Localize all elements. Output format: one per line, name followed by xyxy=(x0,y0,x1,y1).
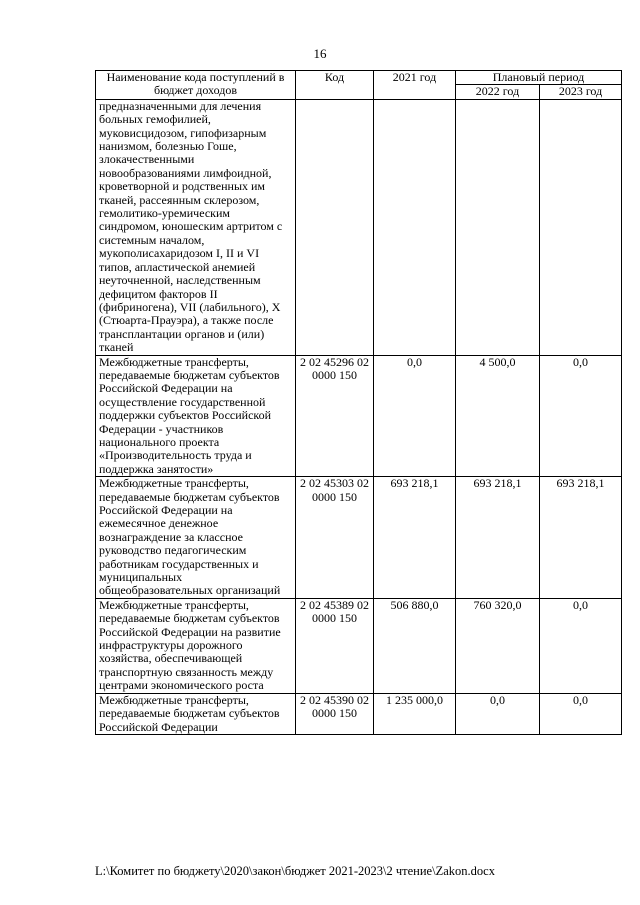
header-2023: 2023 год xyxy=(540,85,622,99)
row-2022: 693 218,1 xyxy=(456,477,540,599)
row-name: Межбюджетные трансферты, передаваемые бюджетам субъектов Российской Федерации на осуществление государственной поддержки субъектов Российской Федерации - участников национального проекта «Производительность труда и поддержка занятости» xyxy=(96,355,296,477)
row-2021: 693 218,1 xyxy=(374,477,456,599)
row-code: 2 02 45296 02 0000 150 xyxy=(296,355,374,477)
row-2022: 760 320,0 xyxy=(456,598,540,693)
row-2023: 0,0 xyxy=(540,355,622,477)
row-name: предназначенными для лечения больных гемофилией, муковисцидозом, гипофизарным нанизмом, болезнью Гоше, злокачественными новообразованиями лимфоидной, кроветворной и родственных им тканей, рассеянным склерозом, гемолитико-уремическим синдромом, юношеским артритом с системным началом, мукополисахаридозом I, II и VI типов, апластической анемией неуточненной, наследственным дефицитом факторов II (фибриногена), VII (лабильного), X (Стюарта-Прауэра), а также после трансплантации органов и (или) тканей xyxy=(96,99,296,355)
row-name: Межбюджетные трансферты, передаваемые бюджетам субъектов Российской Федерации на ежемесячное денежное вознаграждение за классное руководство педагогическим работникам государственных и муниципальных общеобразовательных организаций xyxy=(96,477,296,599)
file-path-footer: L:\Комитет по бюджету\2020\закон\бюджет 2021-2023\2 чтение\Zakon.docx xyxy=(95,864,495,878)
revenue-table xyxy=(95,70,622,735)
header-plan-period: Плановый период xyxy=(456,71,622,85)
header-row-top xyxy=(96,71,622,85)
header-name: Наименование кода поступлений в бюджет доходов xyxy=(96,71,296,100)
row-code: 2 02 45389 02 0000 150 xyxy=(296,598,374,693)
table-row xyxy=(96,99,622,355)
row-2022 xyxy=(456,99,540,355)
row-name: Межбюджетные трансферты, передаваемые бюджетам субъектов Российской Федерации xyxy=(96,693,296,734)
row-2021: 0,0 xyxy=(374,355,456,477)
row-2021: 1 235 000,0 xyxy=(374,693,456,734)
row-2023: 0,0 xyxy=(540,693,622,734)
row-2022: 4 500,0 xyxy=(456,355,540,477)
page-number: 16 xyxy=(313,46,327,61)
row-code xyxy=(296,99,374,355)
row-2023: 693 218,1 xyxy=(540,477,622,599)
row-2021 xyxy=(374,99,456,355)
row-code: 2 02 45303 02 0000 150 xyxy=(296,477,374,599)
table-row xyxy=(96,355,622,477)
header-2021: 2021 год xyxy=(374,71,456,100)
row-2021: 506 880,0 xyxy=(374,598,456,693)
header-code: Код xyxy=(296,71,374,100)
row-code: 2 02 45390 02 0000 150 xyxy=(296,693,374,734)
row-2023: 0,0 xyxy=(540,598,622,693)
table-row xyxy=(96,477,622,599)
table-row xyxy=(96,693,622,734)
header-2022: 2022 год xyxy=(456,85,540,99)
table-row xyxy=(96,598,622,693)
row-name: Межбюджетные трансферты, передаваемые бюджетам субъектов Российской Федерации на развитие инфраструктуры дорожного хозяйства, обеспечивающей транспортную связанность между центрами экономического роста xyxy=(96,598,296,693)
row-2023 xyxy=(540,99,622,355)
row-2022: 0,0 xyxy=(456,693,540,734)
